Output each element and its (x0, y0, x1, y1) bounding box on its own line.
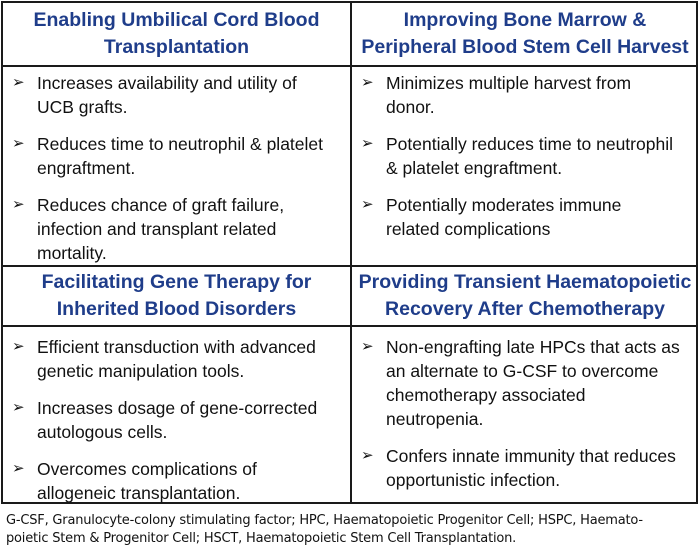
arrow-bullet-icon: ➢ (361, 196, 374, 213)
list-item-line: Efficient transduction with advanced (37, 337, 316, 357)
panel-body-ucb (3, 71, 350, 278)
list-item-line: engraftment. (37, 158, 136, 178)
arrow-bullet-icon: ➢ (12, 338, 25, 355)
list-item-line: Increases dosage of gene-corrected (37, 398, 318, 418)
arrow-bullet-icon: ➢ (12, 460, 25, 477)
list-item-line: autologous cells. (37, 422, 168, 442)
list-item-line: genetic manipulation tools. (37, 361, 245, 381)
panel-title-line: Peripheral Blood Stem Cell Harvest (361, 36, 689, 58)
arrow-bullet-icon: ➢ (361, 74, 374, 91)
list-item-line: related complications (386, 219, 551, 239)
list-item-line: & platelet engraftment. (386, 158, 563, 178)
list-item-line: Potentially moderates immune (386, 195, 622, 215)
list-item-line: Increases availability and utility of (37, 73, 297, 93)
list-item-line: Non-engrafting late HPCs that acts as (386, 337, 680, 357)
list-item (3, 193, 350, 265)
list-item-line: Reduces time to neutrophil & platelet (37, 134, 323, 154)
arrow-bullet-icon: ➢ (361, 447, 374, 464)
panel-title-gene-therapy (3, 267, 350, 325)
arrow-bullet-icon: ➢ (361, 135, 374, 152)
panel-title-line: Inherited Blood Disorders (56, 298, 297, 320)
panel-title-bone-marrow (352, 3, 698, 65)
panel-title-line: Transplantation (103, 36, 250, 58)
list-item-line: Confers innate immunity that reduces (386, 446, 676, 466)
arrow-bullet-icon: ➢ (12, 399, 25, 416)
arrow-bullet-icon: ➢ (361, 338, 374, 355)
list-item (3, 71, 350, 119)
panel-title-transient-recovery (352, 267, 698, 325)
benefits-table (1, 1, 698, 504)
list-item-line: Overcomes complications of (37, 459, 257, 479)
list-item-line: Minimizes multiple harvest from (386, 73, 632, 93)
footnote-line: poietic Stem & Progenitor Cell; HSCT, Haematopoietic Stem Cell Transplantation. (6, 531, 517, 546)
panel-title-line: Recovery After Chemotherapy (385, 298, 665, 320)
list-item (352, 71, 698, 119)
panel-body-gene-therapy (3, 335, 350, 518)
footnote-line: G-CSF, Granulocyte-colony stimulating factor; HPC, Haematopoietic Progenitor Cell; HSPC, Haemato- (6, 513, 643, 528)
panel-title-line: Improving Bone Marrow & (403, 9, 647, 31)
list-item (3, 132, 350, 180)
list-item (3, 335, 350, 383)
list-item-line: donor. (386, 97, 435, 117)
list-item-line: chemotherapy associated (386, 385, 586, 405)
row-divider-top-header (3, 65, 696, 67)
list-item (352, 132, 698, 180)
list-item-line: neutropenia. (386, 409, 484, 429)
arrow-bullet-icon: ➢ (12, 196, 25, 213)
panel-title-line: Facilitating Gene Therapy for (41, 271, 312, 293)
list-item (352, 444, 698, 492)
list-item-line: mortality. (37, 243, 107, 263)
list-item-line: infection and transplant related (37, 219, 277, 239)
arrow-bullet-icon: ➢ (12, 74, 25, 91)
list-item (352, 193, 698, 241)
row-divider-bottom-header (3, 325, 696, 327)
panel-title-ucb (3, 3, 350, 65)
list-item-line: opportunistic infection. (386, 470, 561, 490)
list-item-line: an alternate to G-CSF to overcome (386, 361, 659, 381)
panel-title-line: Enabling Umbilical Cord Blood (33, 9, 320, 31)
panel-body-bone-marrow (352, 71, 698, 254)
list-item-line: Potentially reduces time to neutrophil (386, 134, 673, 154)
list-item-line: UCB grafts. (37, 97, 128, 117)
arrow-bullet-icon: ➢ (12, 135, 25, 152)
list-item-line: allogeneic transplantation. (37, 483, 241, 503)
panel-body-transient-recovery (352, 335, 698, 505)
list-item (352, 335, 698, 431)
list-item-line: Reduces chance of graft failure, (37, 195, 285, 215)
list-item (3, 457, 350, 505)
list-item (3, 396, 350, 444)
panel-title-line: Providing Transient Haematopoietic (358, 271, 692, 293)
footnote (6, 512, 696, 548)
